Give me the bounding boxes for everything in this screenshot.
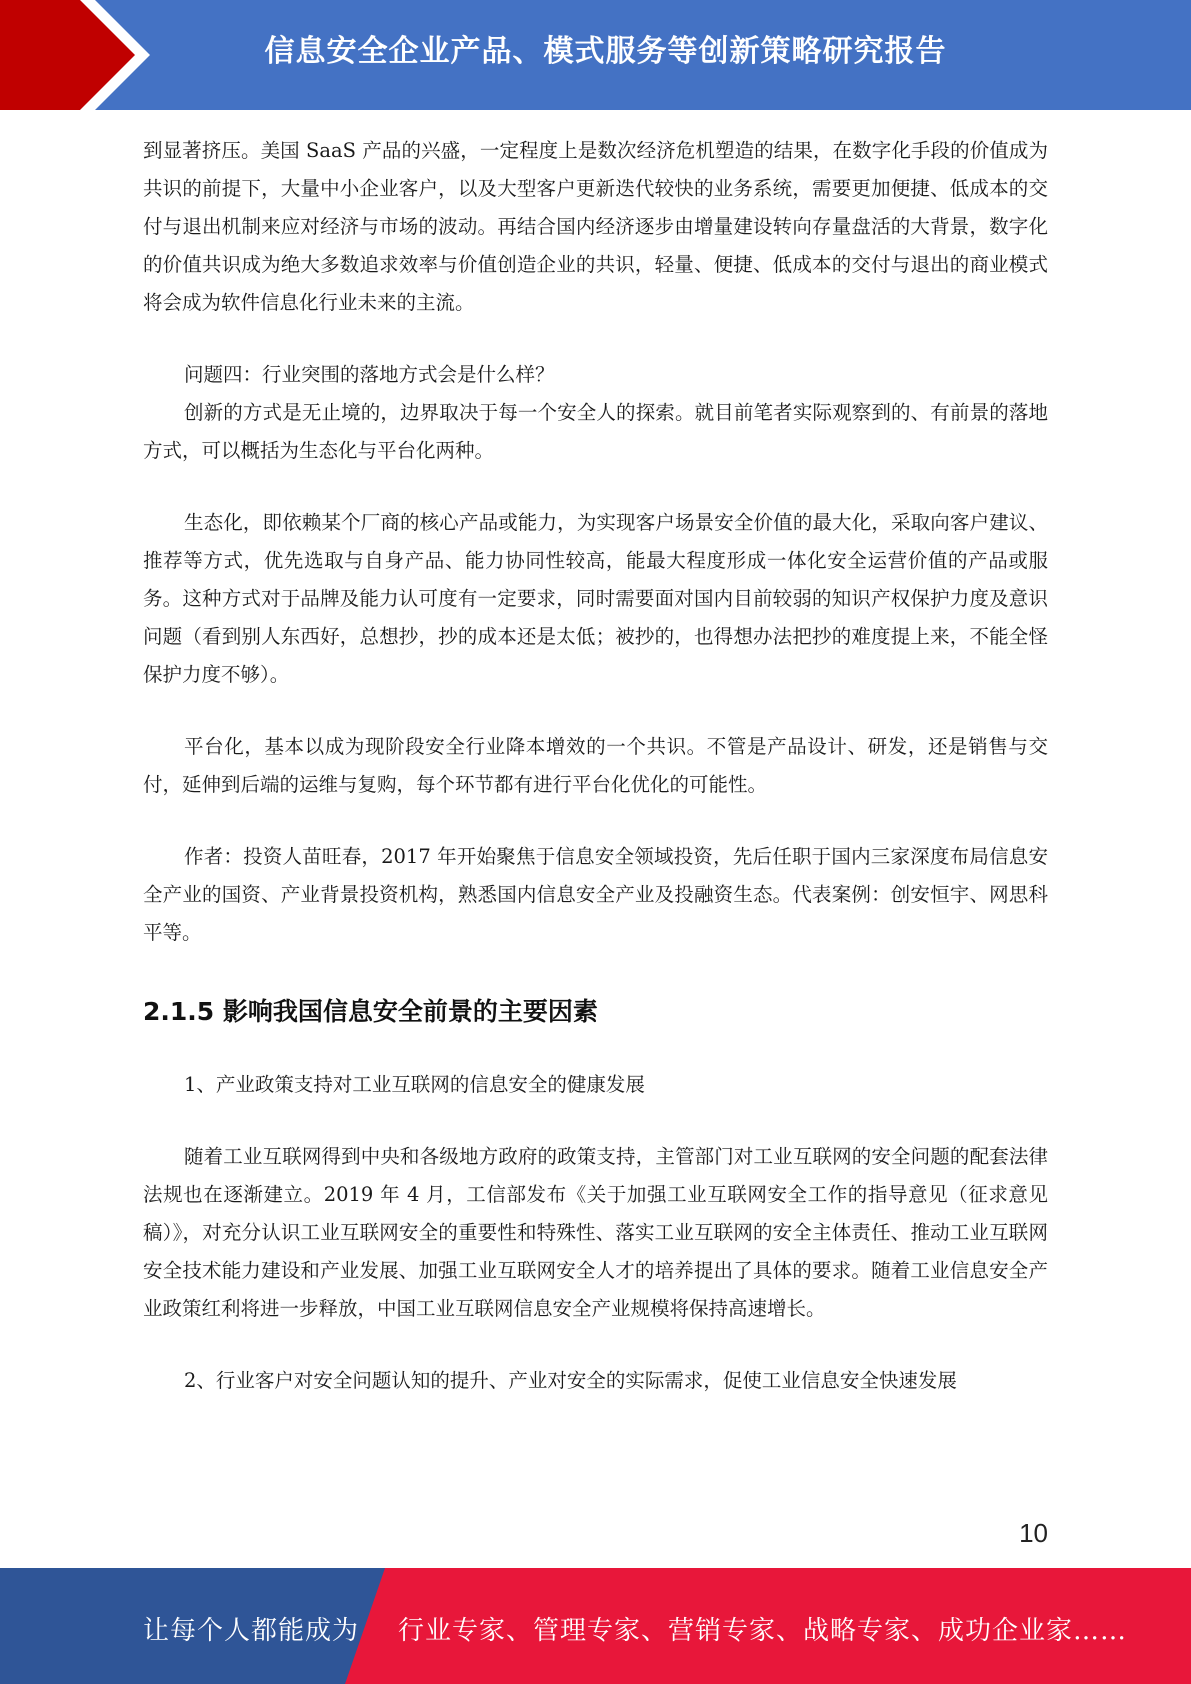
section-heading: 2.1.5 影响我国信息安全前景的主要因素 — [143, 997, 598, 1026]
footer-slogan-left: 让每个人都能成为 — [143, 1616, 360, 1646]
header-title: 信息安全企业产品、模式服务等创新策略研究报告 — [264, 34, 947, 69]
paragraph-ecosystem: 生态化，即依赖某个厂商的核心产品或能力，为实现客户场景安全价值的最大化，采取向客户建议、推荐等方式，优先选取与自身产品、能力协同性较高，能最大程度形成一体化安全运营价值的产品或服务。这种方式对于品牌及能力认可度有一定要求，同时需要面对国内目前较弱的知识产权保护力度及意识问题（看到别人东西好，总想抄，抄的成本还是太低；被抄的，也得想办法把抄的难度提上来，不能全怪保护力度不够）。 — [143, 511, 1048, 686]
list-item-policy: 1、产业政策支持对工业互联网的信息安全的健康发展 — [184, 1073, 645, 1096]
question-four: 问题四：行业突围的落地方式会是什么样？ — [184, 363, 555, 386]
page-footer — [0, 1568, 1191, 1684]
page-header — [0, 0, 1191, 110]
paragraph-industrial-internet: 随着工业互联网得到中央和各级地方政府的政策支持，主管部门对工业互联网的安全问题的配套法律法规也在逐渐建立。2019 年 4 月，工信部发布《关于加强工业互联网安全工作的指导意见（征求意见稿）》，对充分认识工业互联网安全的重要性和特殊性、落实工业互联网的安全主体责任、推动工业互联网安全技术能力建设和产业发展、加强工业互联网安全人才的培养提出了具体的要求。随着工业信息安全产业政策红利将进一步释放，中国工业互联网信息安全产业规模将保持高速增长。 — [143, 1145, 1048, 1320]
document-body — [143, 132, 1048, 1400]
paragraph-saas: 到显著挤压。美国 SaaS 产品的兴盛，一定程度上是数次经济危机塑造的结果，在数字化手段的价值成为共识的前提下，大量中小企业客户，以及大型客户更新迭代较快的业务系统，需要更加便捷、低成本的交付与退出机制来应对经济与市场的波动。再结合国内经济逐步由增量建设转向存量盘活的大背景，数字化的价值共识成为绝大多数追求效率与价值创造企业的共识，轻量、便捷、低成本的交付与退出的商业模式将会成为软件信息化行业未来的主流。 — [143, 139, 1048, 314]
paragraph-platform: 平台化，基本以成为现阶段安全行业降本增效的一个共识。不管是产品设计、研发，还是销售与交付，延伸到后端的运维与复购，每个环节都有进行平台化优化的可能性。 — [143, 735, 1048, 796]
paragraph-author: 作者：投资人苗旺春，2017 年开始聚焦于信息安全领域投资，先后任职于国内三家深度布局信息安全产业的国资、产业背景投资机构，熟悉国内信息安全产业及投融资生态。代表案例：创安恒宇、网思科平等。 — [143, 845, 1048, 944]
paragraph-innovation: 创新的方式是无止境的，边界取决于每一个安全人的探索。就目前笔者实际观察到的、有前景的落地方式，可以概括为生态化与平台化两种。 — [143, 401, 1048, 462]
list-item-demand: 2、行业客户对安全问题认知的提升、产业对安全的实际需求，促使工业信息安全快速发展 — [184, 1369, 957, 1392]
footer-slogan-right: 行业专家、管理专家、营销专家、战略专家、成功企业家…… — [398, 1616, 1128, 1646]
page-number: 10 — [1019, 1518, 1048, 1548]
